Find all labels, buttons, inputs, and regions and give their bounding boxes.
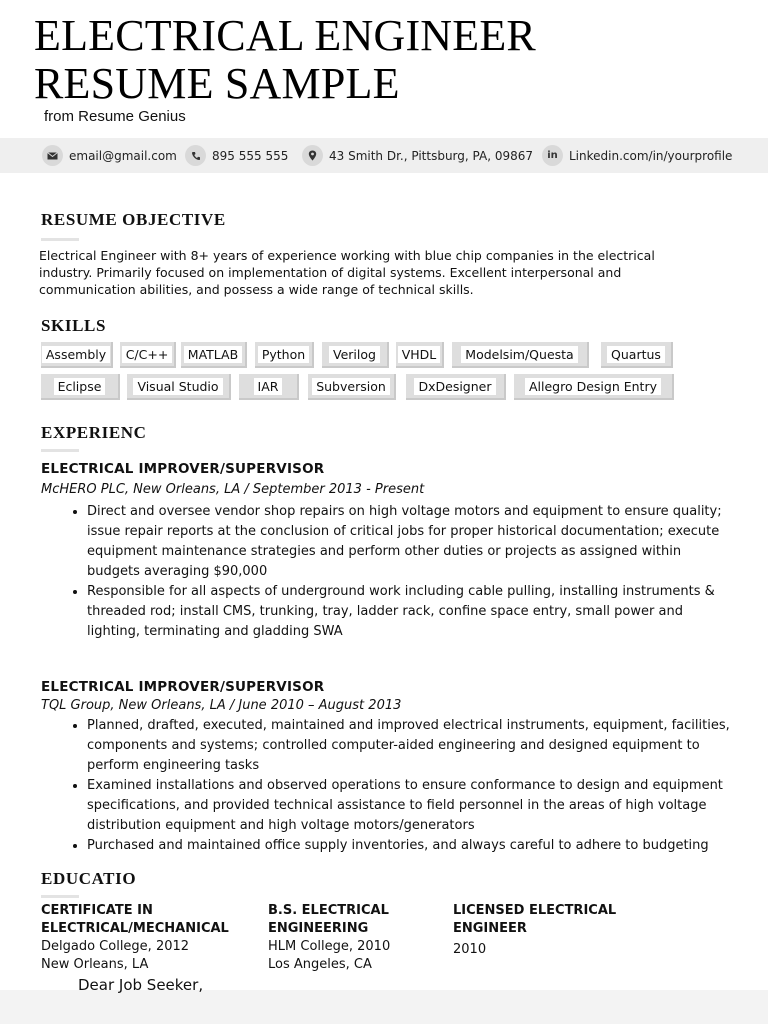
skill-tag: C/C++ — [120, 342, 176, 368]
education-item — [453, 902, 616, 959]
contact-phone[interactable] — [185, 145, 288, 166]
job-meta: TQL Group, New Orleans, LA / June 2010 – August 2013 — [41, 698, 402, 713]
list-item: • Planned, drafted, executed, maintained and improved electrical instruments, equipment, facilities, components and systems; controlled computer-aided engineering and designed equipment to perform engineering tasks — [87, 716, 737, 776]
contact-bar — [0, 138, 768, 173]
job-title: ELECTRICAL IMPROVER/SUPERVISOR — [41, 679, 325, 695]
job-title: ELECTRICAL IMPROVER/SUPERVISOR — [41, 461, 325, 477]
skill-tag: MATLAB — [181, 342, 247, 368]
school: Delgado College, 2012 — [41, 939, 190, 954]
objective-rule — [41, 238, 79, 241]
degree-line-1: B.S. ELECTRICAL — [268, 903, 389, 918]
skill-tag: Allegro Design Entry — [514, 374, 674, 400]
education-rule — [41, 895, 79, 898]
contact-linkedin[interactable] — [542, 145, 732, 166]
linkedin-text: Linkedin.com/in/yourprofile — [569, 148, 733, 163]
phone-icon — [185, 145, 206, 166]
location: Los Angeles, CA — [268, 957, 372, 972]
skill-tag: DxDesigner — [406, 374, 506, 400]
experience-heading: EXPERIENC — [41, 423, 147, 442]
job-meta: McHERO PLC, New Orleans, LA / September 2013 - Present — [41, 482, 425, 497]
contact-address[interactable] — [302, 145, 533, 166]
title-line-1: ELECTRICAL ENGINEER — [34, 11, 536, 60]
degree-line-1: CERTIFICATE IN — [41, 903, 153, 918]
skill-tag: Quartus — [601, 342, 673, 368]
list-item: • Purchased and maintained office supply inventories, and always careful to adhere to budgeting — [87, 836, 737, 856]
location-pin-icon — [302, 145, 323, 166]
email-text: email@gmail.com — [69, 148, 177, 163]
school: HLM College, 2010 — [268, 939, 391, 954]
phone-text: 895 555 555 — [212, 148, 289, 163]
skill-tag: Eclipse — [41, 374, 120, 400]
skill-tag: Verilog — [322, 342, 389, 368]
education-item — [268, 902, 390, 974]
job-bullets — [60, 502, 737, 642]
skills-heading: SKILLS — [41, 316, 107, 335]
objective-text: Electrical Engineer with 8+ years of experience working with blue chip companies in the electrical industry. Primarily focused on implementation of digital systems. Excellent interpersonal and communication abilities, and possess a wide range of technical skills. — [39, 248, 655, 297]
education-heading: EDUCATIO — [41, 869, 137, 888]
objective-heading: RESUME OBJECTIVE — [41, 210, 226, 229]
education-item — [41, 902, 229, 974]
list-item: • Direct and oversee vendor shop repairs on high voltage motors and equipment to ensure quality; issue repair reports at the conclusion of critical jobs for proper historical documentation; execute equipment maintenance strategies and perform other duties or projects as assigned within budgets averaging $90,000 — [87, 502, 737, 582]
skill-tag: Visual Studio — [127, 374, 231, 400]
skill-tag: Modelsim/Questa — [452, 342, 589, 368]
address-text: 43 Smith Dr., Pittsburg, PA, 09867 — [329, 148, 534, 163]
skill-tag: VHDL — [396, 342, 444, 368]
subtitle: from Resume Genius — [44, 108, 186, 125]
contact-email[interactable] — [42, 145, 177, 166]
job-bullets — [60, 716, 737, 856]
experience-rule — [41, 449, 79, 452]
footer-strip — [0, 990, 768, 1024]
skill-tag: Assembly — [41, 342, 113, 368]
greeting-text: Dear Job Seeker, — [78, 976, 204, 994]
skill-tag: Python — [255, 342, 314, 368]
title-line-2: RESUME SAMPLE — [34, 59, 400, 108]
degree-line-1: LICENSED ELECTRICAL — [453, 903, 617, 918]
location: New Orleans, LA — [41, 957, 149, 972]
skill-tag: Subversion — [308, 374, 396, 400]
degree-line-2: ENGINEER — [453, 921, 527, 936]
list-item: • Examined installations and observed operations to ensure conformance to design and equipment specifications, and provided technical assistance to field personnel in the areas of high voltage distribution equipment and high voltage motors/generators — [87, 776, 737, 836]
envelope-icon — [42, 145, 63, 166]
list-item: • Responsible for all aspects of underground work including cable pulling, installing instruments & threaded rod; install CMS, trunking, tray, ladder rack, confine space entry, small power and lighting, terminating and gladding SWA — [87, 582, 737, 642]
degree-line-2: ELECTRICAL/MECHANICAL — [41, 921, 229, 936]
linkedin-icon: in — [542, 145, 563, 166]
resume-title — [34, 12, 536, 108]
year: 2010 — [453, 942, 487, 957]
degree-line-2: ENGINEERING — [268, 921, 369, 936]
skill-tag: IAR — [239, 374, 299, 400]
